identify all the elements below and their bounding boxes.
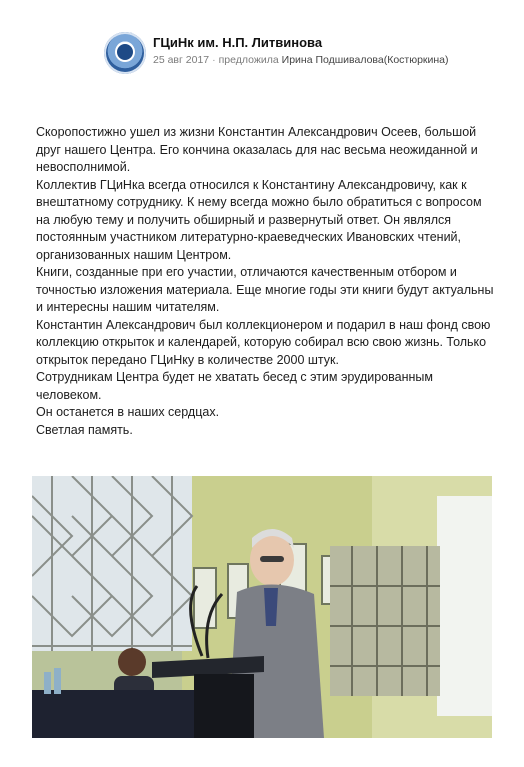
- article-paragraph: Книги, созданные при его участии, отличаются качественным отбором и точностью изложения материала. Еще многие годы эти книги будут актуальны и интересны нашим читателям.: [36, 265, 494, 314]
- article-paragraph: Скоропостижно ушел из жизни Константин Александрович Осеев, большой друг нашего Центра. Его кончина оказалась для нас весьма неожиданной и невосполнимой.: [36, 125, 478, 174]
- channel-name[interactable]: ГЦиНк им. Н.П. Литвинова: [153, 35, 323, 50]
- article-paragraph: Сотрудникам Центра будет не хватать бесед с этим эрудированным человеком.: [36, 370, 434, 402]
- photo-speaker-at-lectern: [32, 476, 492, 738]
- author-name[interactable]: Ирина Подшивалова(Костюркина): [281, 54, 449, 66]
- suggested-by-label: предложила: [218, 54, 279, 66]
- post-meta: [153, 54, 449, 66]
- article-paragraph: Светлая память.: [36, 422, 133, 437]
- article-paragraph: Коллектив ГЦиНка всегда относился к Константину Александровичу, как к внештатному сотруднику. К нему всегда можно было обратиться с вопросом на любую тему и получить обширный и развернутый ответ. Он являлся постоянным участником литературно-краеведческих Ивановских чтений, организованных нашим Центром.: [36, 177, 482, 262]
- post-date: 25 авг 2017: [153, 54, 210, 66]
- channel-avatar[interactable]: [104, 32, 146, 74]
- article-paragraph: Он останется в наших сердцах.: [36, 405, 220, 419]
- article-paragraph: Константин Александрович был коллекционером и подарил в наш фонд свою коллекцию открыток и календарей, которую собирал всю свою жизнь. Только открыток передано ГЦиНку в количестве 2000 штук.: [36, 317, 491, 367]
- article-body: [36, 124, 498, 439]
- post-header: [104, 32, 514, 78]
- channel-logo-icon: [117, 44, 133, 60]
- meta-separator: ·: [212, 54, 216, 66]
- article-photo[interactable]: [32, 476, 492, 738]
